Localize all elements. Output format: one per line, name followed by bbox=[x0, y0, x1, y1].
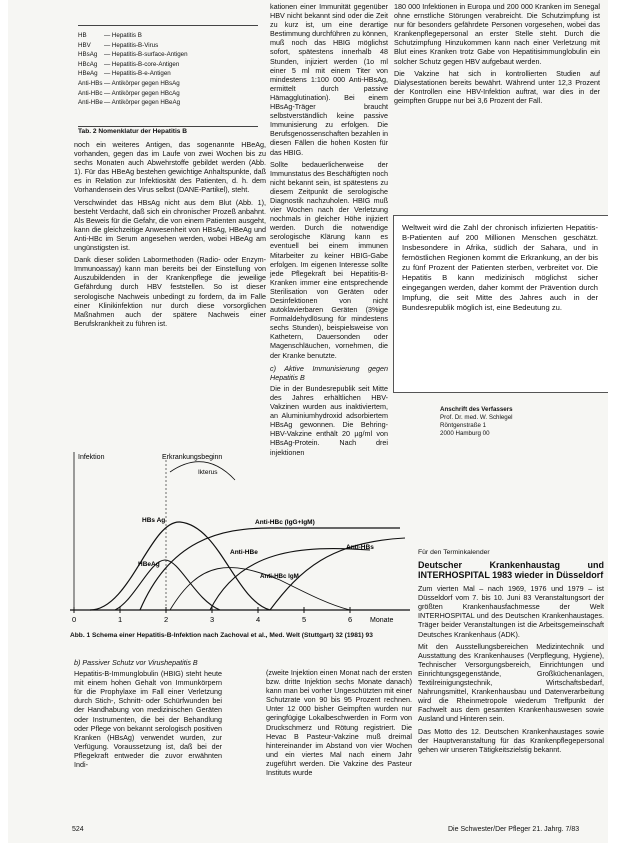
definition: — Hepatitis-B-core-Antigen bbox=[104, 60, 180, 68]
abbreviation: HBsAg bbox=[78, 51, 98, 59]
column-2-bottom bbox=[266, 668, 412, 780]
label-infection: Infektion bbox=[78, 454, 105, 461]
address-title: Anschrift des Verfassers bbox=[440, 406, 513, 413]
abbreviation: HBcAg bbox=[78, 60, 98, 68]
paragraph: Mit den Ausstellungsbereichen Medizintechnik und Ausstattung des Krankenhauses (Verpflegung, Hygiene), Technischer Versorgungsbereich, Einrichtungen und Einrichtungsgegenstände, Großküchenanlagen, Textilreinigungstechnik, Wirtschaftsbedarf, Nahrungsmittel, Krankenhausbau und Datenverarbeitung wird die Rheinmetropole wiederum Treffpunkt der Fachwelt aus dem gesamten Krankenhauswesen sowie Ausland und Hinteren sein. bbox=[418, 641, 604, 724]
nomenclature-table bbox=[78, 25, 258, 127]
paragraph: Die Vakzine hat sich in kontrollierten Studien auf Dialysestationen bereits bewährt. Während unter 12,3 Prozent der Kontrollen eine HBV-Infektion auftrat, war dies in der geimpften Gruppe nur bei 3,6 Prozent der Fall. bbox=[394, 68, 600, 105]
label-onset: Erkrankungsbeginn bbox=[162, 454, 223, 461]
x-axis-label: Monate bbox=[370, 617, 394, 624]
x-tick-label: 3 bbox=[210, 615, 215, 624]
column-1-text bbox=[74, 140, 266, 331]
paragraph: Die in der Bundesrepublik seit Mitte des Jahres erhältlichen HBV-Vakzinen wurden aus inaktiviertem, an Aluminiumhydroxid adsorbiertem HBsAg gewonnen. Die Behring-HBV-Vakzine enthält 20 µg/ml von HBsAg-Protein. Nach drei injektionen bbox=[270, 383, 388, 457]
table-row bbox=[78, 42, 258, 50]
label-hbsag: HBs Ag bbox=[142, 517, 166, 524]
column-3-text bbox=[394, 2, 600, 108]
x-tick-label: 5 bbox=[302, 615, 307, 624]
definition: — Hepatitis-B-Virus bbox=[104, 41, 159, 49]
paragraph: 180 000 Infektionen in Europa und 200 000 Kranken im Senegal ohne ernstliche Störungen verabreicht. Die Schutzimpfung ist nur für besonders gefährdete Personen vorgesehen, wobei das Krankenpflegepersonal an erster Stelle steht. Durch die Schutzimpfung Hinzukommen kann nach einer Verletzung mit Blut eines Kranken trotz Gabe von Hepatitisimmunglobulin ein solcher Schutz gegen HBV aufgebaut werden. bbox=[394, 2, 600, 66]
article-heading: Deutscher Krankenhaustag und INTERHOSPITAL 1983 wieder in Düsseldorf bbox=[418, 560, 604, 581]
abbreviation: Anti-HBs bbox=[78, 79, 103, 87]
label-ikterus: Ikterus bbox=[198, 469, 218, 476]
table-row bbox=[78, 99, 258, 107]
label-hbeag: HBeAg bbox=[138, 561, 160, 568]
figure-caption: Abb. 1 Schema einer Hepatitis-B-Infektion nach Zachoval et al., Med. Welt (Stuttgart) 32 (1981) 93 bbox=[70, 632, 373, 639]
paragraph: Hepatitis-B-Immunglobulin (HBIG) steht heute mit einem hohen Gehalt von Immunkörpern für die Prophylaxe im Fall einer Verletzung durch Stich-, Schnitt- oder Schürfwunden bei der Handhabung von medizinischen Geräten oder Instrumenten, die bei der Behandlung oder Pflege von bekannt serologisch positiven Kranken (HBsAg) verwendet wurden, zur Verfügung. Voraussetzung ist, daß bei der Pflegekraft entweder die zuvor erwähnten Indi- bbox=[74, 669, 222, 770]
label-anti-hbe: Anti-HBe bbox=[230, 549, 258, 556]
definition: — Hepatitis B bbox=[104, 32, 142, 39]
abbreviation: HBV bbox=[78, 41, 91, 49]
kicker: Für den Terminkalender bbox=[418, 549, 490, 556]
paragraph: Sollte bedauerlicherweise der Immunstatus des Beschäftigten noch nicht bekannt sein, ist spätestens zu diesem Zeitpunkt die serologische Diagnostik nachzuholen. HBIG muß vier Wochen nach der Verletzung nochmals in gleicher Höhe injiziert werden. Durch die notwendige serologische Klärung kann es eventuell bei einem immunen Mitarbeiter zu keiner HBIG-Gabe erfolgen. Im eigenen Interesse sollte jede Pflegekraft bei Hepatitis-B-Kranken immer eine entsprechende Sterilisation von Geräten oder Desinfektionen von nicht autoklavierbaren Geräten (3%ige Formaldehydlösung für mindestens sechs Stunden), beispielsweise von Kathetern, Dauersonden oder Magenschläuchen, vornehmen, die der Kranke benutzte. bbox=[270, 159, 388, 360]
author-address bbox=[440, 406, 600, 438]
table-row bbox=[78, 70, 258, 78]
address-line: 2000 Hamburg 00 bbox=[440, 430, 490, 437]
label-anti-hbs: Anti-HBs bbox=[346, 544, 374, 551]
page bbox=[8, 0, 608, 843]
label-anti-hbc-igm: Anti-HBc IgM bbox=[260, 573, 299, 580]
calendar-article bbox=[418, 548, 604, 757]
section-heading-passive-protection: b) Passiver Schutz vor Virushepatitis B bbox=[74, 658, 198, 667]
definition: — Antikörper gegen HBeAg bbox=[104, 99, 181, 107]
section-heading-active-immunization: c) Aktive Immunisierung gegen Hepatitis B bbox=[270, 363, 388, 382]
paragraph: Zum vierten Mal – nach 1969, 1976 und 1979 – ist Düsseldorf vom 7. bis 10. Juni 83 Veranstaltungsort der größten Krankenhausfachmesse der Welt INTERHOSPITAL und des Deutschen Krankenhaustages. Träger beider Veranstaltungen ist die Arbeitsgemeinschaft Deutsches Krankenhaus (ADK). bbox=[418, 584, 604, 639]
info-box bbox=[393, 215, 608, 393]
abbreviation: Anti-HBe bbox=[78, 99, 103, 107]
definition: — Antikörper gegen HBcAg bbox=[104, 89, 180, 97]
address-line: Röntgenstraße 1 bbox=[440, 422, 487, 429]
x-tick-label: 4 bbox=[256, 615, 261, 624]
curve-hbeag bbox=[115, 560, 220, 610]
label-anti-hbc: Anti-HBc (IgG+IgM) bbox=[255, 519, 315, 526]
paragraph: noch ein weiteres Antigen, das sogenannte HBeAg, vorhanden, gegen das im Laufe von zwei Wochen bis zu sechs Monaten auch Abwehrstoffe gebildet werden (Abb. 1). Für das HBeAg bestehen gewichtige Anhaltspunkte, daß es in Relation zur Infektiosität des Patienten, d. h. dem Vorhandensein des Virus selbst (DANE-Partikel), steht. bbox=[74, 140, 266, 195]
hepatitis-b-diagram bbox=[70, 450, 410, 625]
x-tick-label: 2 bbox=[164, 615, 169, 624]
paragraph: kationen einer Immunität gegenüber HBV nicht bekannt sind oder die Zeit zu kurz ist, um eine derartige Bestimmung durchführen zu können, muß noch das HBIG möglichst sofort, spätestens innerhalb 48 Stunden, injiziert werden (1o ml einer 5 ml mit einem Titer von mindestens 1:100 000 Anti-HBsAg, ermittelt durch passive Hämagglutination). Bei einem HBsAg-Träger braucht selbstverständlich keine passive Immunisierung zu erfolgen. Die Berufsgenossenschaften bezahlen in diesen Fällen die hohen Kosten für das HBIG. bbox=[270, 2, 388, 157]
column-1-bottom bbox=[74, 654, 222, 772]
page-number: 524 bbox=[72, 826, 84, 833]
paragraph: Verschwindet das HBsAg nicht aus dem Blut (Abb. 1), besteht Verdacht, daß sich ein chronischer Prozeß anbahnt. Als Beweis für die Gefahr, die von einem Patienten ausgeht, kann die gleichzeitige Anwesenheit von HBsAg, HBeAg und Anti-HBc im Serum angesehen werden, wobei HBeAg am ungünstigsten ist. bbox=[74, 197, 266, 253]
x-tick-label: 0 bbox=[72, 615, 77, 624]
table-row bbox=[78, 51, 258, 59]
paragraph: Dank dieser soliden Labormethoden (Radio- oder Enzym-Immunoassay) kann man bereits bei der Einstellung von Auszubildenden in der Krankenpflege die jeweilige Gefährdung durch HBV feststellen. So ist dieser serologische Nachweis unbedingt zu fordern, da im Falle einer Klinikinfektion nur durch diese vorsorglichen Maßnahmen auch der spätere Nachweis einer Berufskrankheit zu führen ist. bbox=[74, 255, 266, 328]
x-tick-label: 6 bbox=[348, 615, 353, 624]
paragraph: Das Motto des 12. Deutschen Krankenhaustages sowie der Hauptveranstaltung für das Krankenpflegepersonal gehen wir unseren Tätigkeitszielstig bekannt. bbox=[418, 726, 604, 754]
curve-hbsag bbox=[90, 522, 270, 610]
paragraph: (zweite Injektion einen Monat nach der ersten bzw. dritte Injektion sechs Monate danach) kann man bei vorher Ungeschützten mit einer Schutzrate von 90 bis 95 Prozent rechnen. Unter 12 000 bisher Geimpften wurden nur geringfügige Lokalbeschwerden in Form von Druckschmerz und Rötung registriert. Die Hevac B Pasteur-Vakzine muß dreimal hintereinander im Abstand von vier Wochen und ein viertes Mal nach einem Jahr zugeführt werden. Die Vakzine des Pasteur Instituts wurde bbox=[266, 668, 412, 778]
table-row bbox=[78, 61, 258, 69]
address-line: Prof. Dr. med. W. Schlegel bbox=[440, 414, 513, 421]
definition: — Antikörper gegen HBsAg bbox=[104, 79, 180, 87]
definition: — Hepatitis-B-surface-Antigen bbox=[104, 51, 188, 59]
x-tick-label: 1 bbox=[118, 615, 123, 624]
table-row bbox=[78, 90, 258, 98]
abbreviation: HB bbox=[78, 32, 87, 39]
table-caption: Tab. 2 Nomenklatur der Hepatitis B bbox=[78, 128, 188, 135]
table-row bbox=[78, 32, 258, 40]
abbreviation: HBeAg bbox=[78, 70, 98, 78]
info-box-text: Weltweit wird die Zahl der chronisch infizierten Hepatitis-B-Patienten auf 200 Millionen Menschen geschätzt. Insbesondere in Afrika, südlich der Sahara, und in fernöstlichen Regionen kommt die Erkrankung, an der bis zu fünf Prozent der Patienten sterben, verbreitet vor. Die Hepatitis B kann medizinisch möglichst sicher eingegangen werden, daher kommt der Prävention durch Impfung, die seit Mitte des Jahres auch in der Bundesrepublik möglich ist, eine Bedeutung zu. bbox=[402, 223, 598, 312]
column-2-text bbox=[270, 2, 388, 460]
journal-info: Die Schwester/Der Pfleger 21. Jahrg. 7/83 bbox=[448, 826, 580, 833]
definition: — Hepatitis-B-e-Antigen bbox=[104, 70, 171, 78]
abbreviation: Anti-HBc bbox=[78, 89, 103, 97]
table-row bbox=[78, 80, 258, 88]
